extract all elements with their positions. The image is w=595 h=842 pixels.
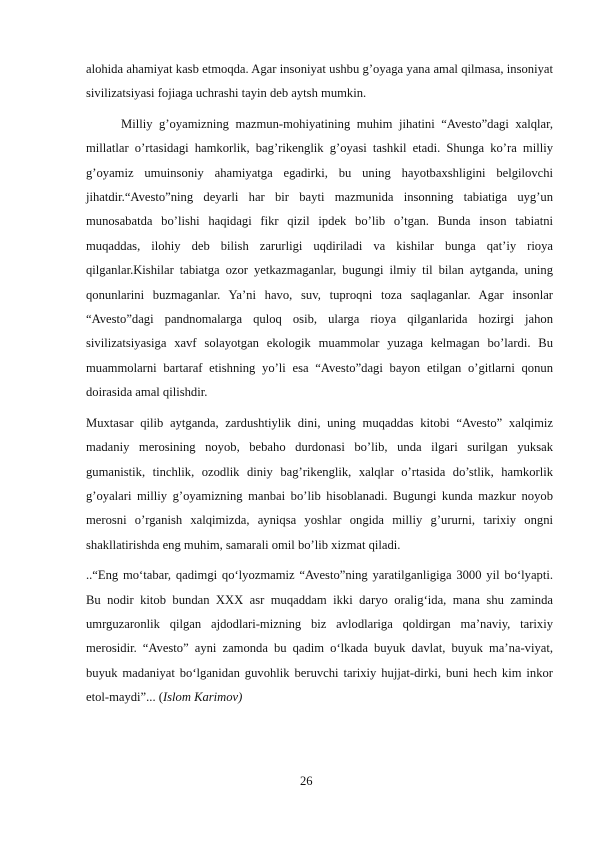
paragraph-1: alohida ahamiyat kasb etmoqda. Agar insoniyat ushbu g’oyaga yana amal qilmasa, insoniyat sivilizatsiyasi fojiaga uchrashi tayin deb aytsh mumkin. <box>86 62 553 101</box>
page-number: 26 <box>300 774 313 788</box>
paragraph-3: Muxtasar qilib aytganda, zardushtiylik dini, uning muqaddas kitobi “Avesto” xalqimiz madaniy merosining noyob, bebaho durdonasi bo’lib, unda ilgari surilgan yuksak gumanistik, tinchlik, ozodlik diniy bag’rikenglik, xalqlar o’rtasida do’stlik, hamkorlik g’oyalari milliy g’oyamizning manbai bo’lib hisoblanadi. Bugungi kunda mazkur noyob merosni o’rganish xalqimizda, ayniqsa yoshlar ongida milliy g’ururni, tarixiy ongni shakllatirishda eng muhim, samarali omil bo’lib xizmat qiladi. <box>86 415 553 552</box>
quote-text: ..“Eng mo‘tabar, qadimgi qo‘lyozmamiz “Avesto”ning yaratilganligiga 3000 yil bo‘lyapti. Bu nodir kitob bundan XXX asr muqaddam ikki daryo oralig‘ida, mana shu zaminda umrguzaronlik qilgan ajdodlari-mizning biz avlodlariga qoldirgan ma’naviy, tarixiy merosidir. “Avesto” ayni zamonda bu qadim o‘lkada buyuk davlat, buyuk ma’na-viyat, buyuk madaniyat bo‘lganidan guvohlik beruvchi tarixiy hujjat-dirki, buni hech kim inkor etol-maydi”... ( <box>86 568 553 705</box>
text-column <box>86 57 553 710</box>
paragraph-4-quote <box>86 563 553 709</box>
quote-citation: Islom Karimov) <box>162 690 243 705</box>
paragraph-2: Milliy g’oyamizning mazmun-mohiyatining muhim jihatini “Avesto”dagi xalqlar, millatlar o’rtasidagi hamkorlik, bag’rikenglik g’oyasi tashkil etadi. Shunga ko’ra milliy g’oyamiz umuinsoniy ahamiyatga egadirki, bu uning hayotbaxshligini belgilovchi jihatdir.“Avesto”ning deyarli har bir bayti mazmunida insonning tabiatiga uyg’un munosabatda bo’lishi haqidagi fikr qizil ipdek bo’lib o’tgan. Bunda inson tabiatni muqaddas, ilohiy deb bilish zarurligi uqdiriladi va kishilar bunga qat’iy rioya qilganlar.Kishilar tabiatga ozor yetkazmaganlar, bugungi ilmiy til bilan aytganda, uning qonunlarini buzmaganlar. Ya’ni havo, suv, tuproqni toza saqlaganlar. Agar insonlar “Avesto”dagi pandnomalarga quloq osib, ularga rioya qilganlarida hozirgi jahon sivilizatsiyasiga xavf solayotgan ekologik muammolar yuzaga kelmagan bo’lardi. Bu muammolarni bartaraf etishning yo’li esa “Avesto”dagi bayon etilgan o’gitlarni qonun doirasida amal qilishdir. <box>86 116 553 400</box>
